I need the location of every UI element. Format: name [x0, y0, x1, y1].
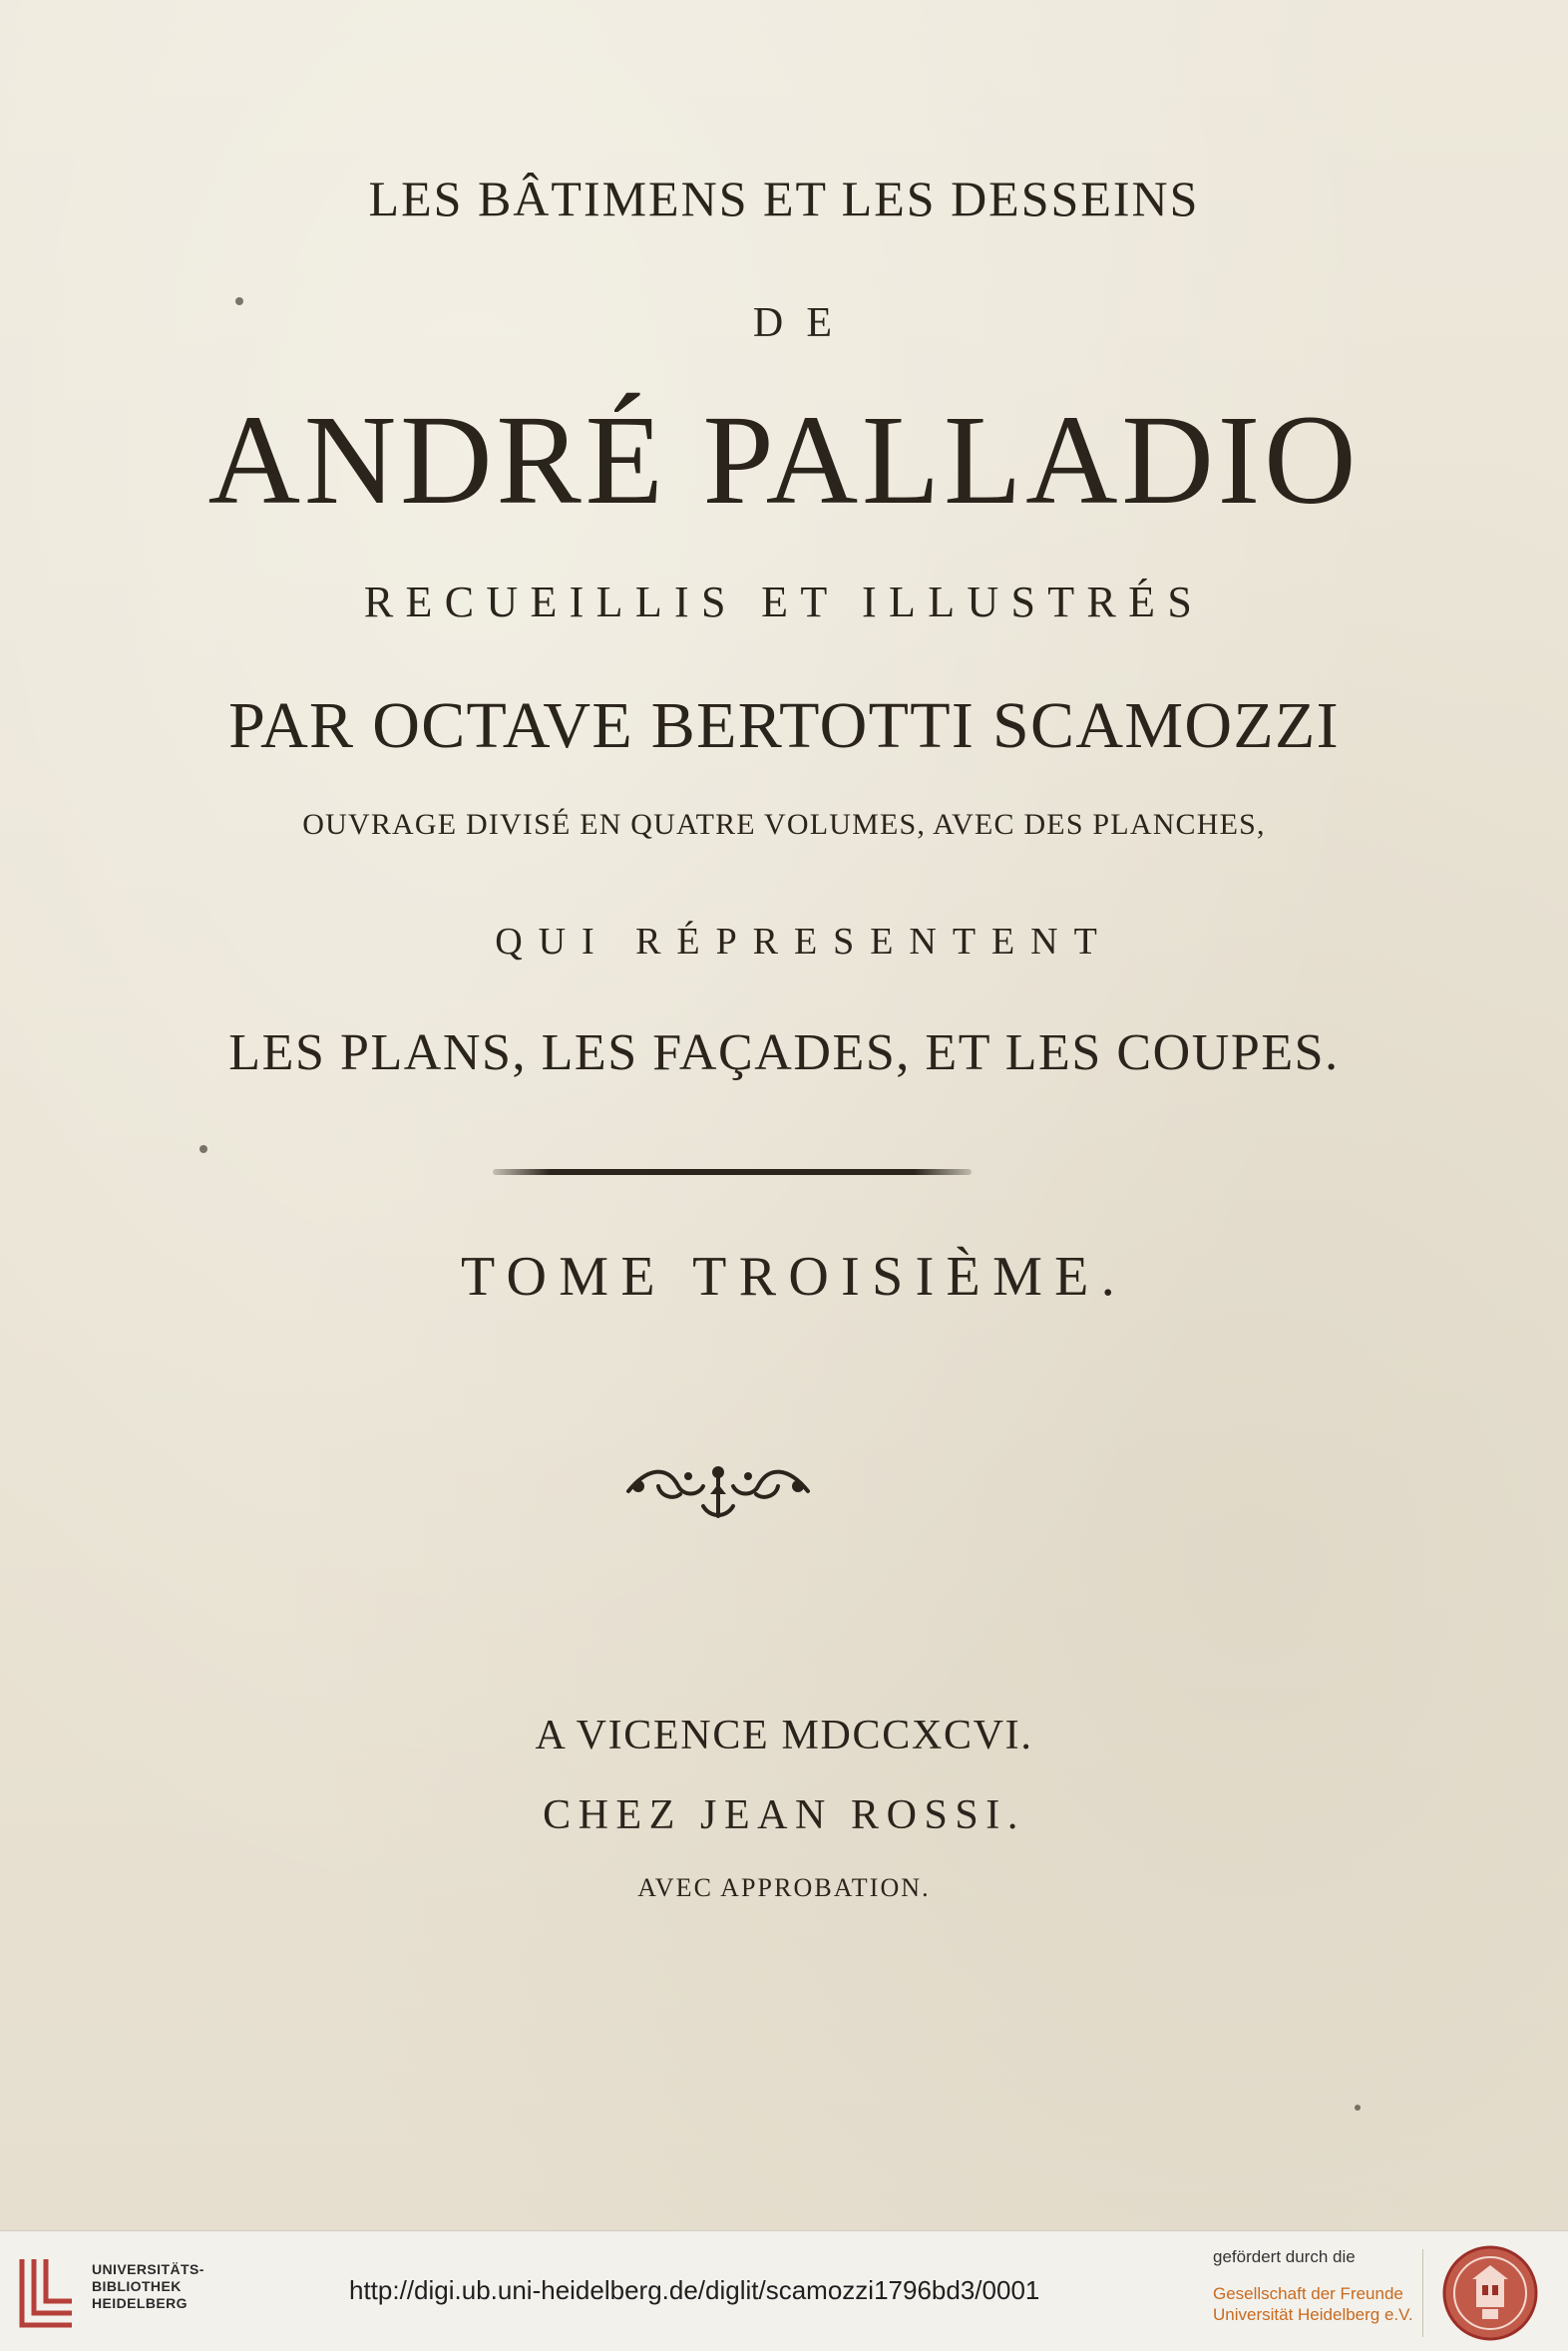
- imprint-publisher: CHEZ JEAN ROSSI.: [543, 1792, 1025, 1838]
- imprint-approbation: AVEC APPROBATION.: [637, 1873, 931, 1902]
- sponsor-label: gefördert durch die: [1213, 2247, 1356, 2266]
- paper-speck: [1355, 2105, 1361, 2111]
- library-name-line: HEIDELBERG: [92, 2295, 188, 2311]
- title-line-recueillis: RECUEILLIS ET ILLUSTRÉS: [363, 578, 1205, 626]
- title-line-qui-representent: QUI RÉPRESENTENT: [495, 921, 1113, 963]
- library-name-line: BIBLIOTHEK: [92, 2278, 182, 2294]
- sponsor-name-line: Universität Heidelberg e.V.: [1213, 2305, 1413, 2324]
- volume-title: TOME TROISIÈME.: [460, 1246, 1128, 1308]
- title-line-plans-facades: LES PLANS, LES FAÇADES, ET LES COUPES.: [228, 1024, 1340, 1081]
- ub-heidelberg-logo-icon: [16, 2253, 78, 2331]
- footer-divider: [1422, 2249, 1423, 2337]
- horizontal-rule: [493, 1169, 972, 1175]
- floral-ornament-icon: [618, 1456, 818, 1526]
- library-name: [92, 2261, 204, 2312]
- sponsor-name-line: Gesellschaft der Freunde: [1213, 2284, 1403, 2303]
- library-name-line: UNIVERSITÄTS-: [92, 2261, 204, 2277]
- title-line-author: PAR OCTAVE BERTOTTI SCAMOZZI: [228, 689, 1340, 762]
- digitization-footer: [0, 2230, 1568, 2351]
- title-line-de: DE: [752, 300, 856, 346]
- title-line-batimens: LES BÂTIMENS ET LES DESSEINS: [368, 171, 1200, 226]
- paper-speck: [235, 297, 243, 305]
- permalink-url[interactable]: http://digi.ub.uni-heidelberg.de/diglit/scamozzi1796bd3/0001: [349, 2275, 1040, 2305]
- sponsor-name: [1213, 2283, 1413, 2325]
- paper-speck: [199, 1145, 207, 1153]
- imprint-place-date: A VICENCE MDCCXCVI.: [535, 1713, 1033, 1759]
- title-line-andre-palladio: ANDRÉ PALLADIO: [207, 389, 1361, 531]
- university-seal-icon: [1440, 2243, 1540, 2343]
- title-line-ouvrage: OUVRAGE DIVISÉ EN QUATRE VOLUMES, AVEC DES PLANCHES,: [302, 808, 1266, 841]
